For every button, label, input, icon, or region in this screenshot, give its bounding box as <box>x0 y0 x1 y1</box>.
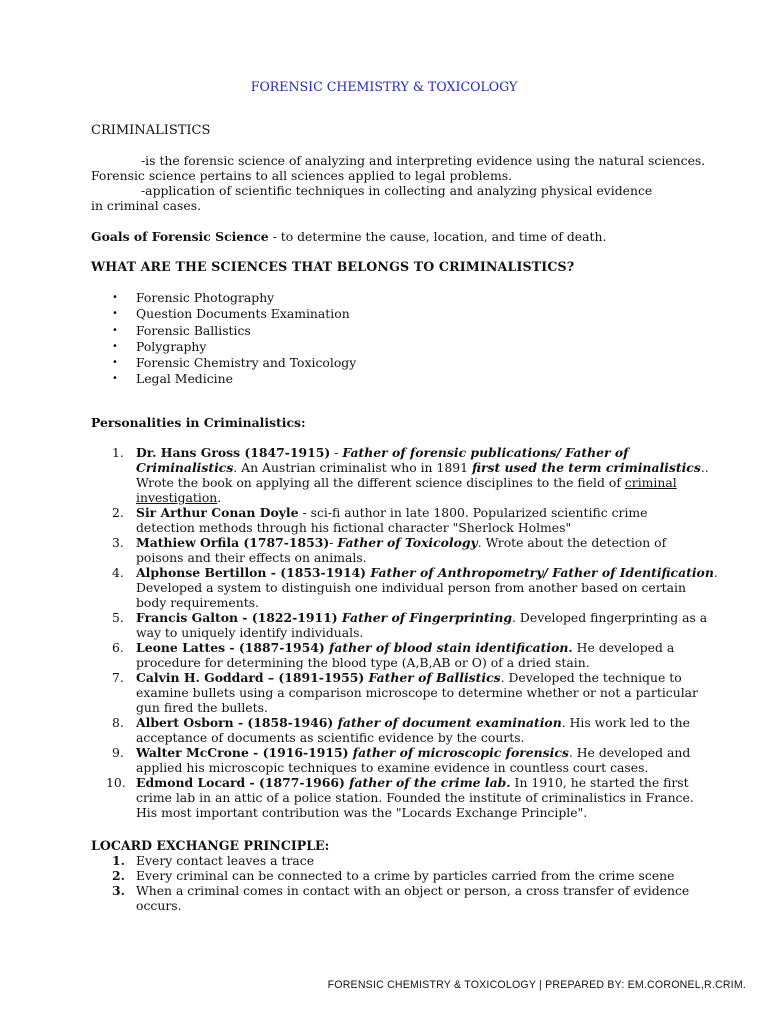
science-label: Question Documents Examination <box>136 306 350 322</box>
separator: - <box>330 445 343 460</box>
personality-item <box>112 640 675 670</box>
item-line: poisons and their effects on animals. <box>136 550 367 565</box>
item-number: 1. <box>112 445 124 460</box>
item-line: Every criminal can be connected to a crime by particles carried from the crime scene <box>136 868 675 883</box>
item-line: detection methods through his fictional character "Sherlock Holmes" <box>136 520 572 535</box>
personality-title: father of the crime lab. <box>344 775 511 790</box>
item-text: .. <box>700 460 709 475</box>
locard-list <box>112 853 689 913</box>
definition-line: -application of scientific techniques in collecting and analyzing physical evidence <box>141 183 653 198</box>
goals-label: Goals of Forensic Science <box>91 229 269 244</box>
item-line <box>136 610 708 625</box>
separator: - <box>329 535 338 550</box>
list-item <box>112 290 356 306</box>
item-number: 4. <box>112 565 124 580</box>
criminalistics-definition <box>91 153 706 213</box>
item-text: . Wrote about the detection of <box>477 535 667 550</box>
item-number: 7. <box>112 670 124 685</box>
personality-item <box>112 745 691 775</box>
bullet-icon: • <box>112 308 118 320</box>
list-item <box>112 355 356 371</box>
item-line: Developed a system to distinguish one individual person from another based on certain <box>136 580 686 595</box>
personality-item <box>112 670 698 715</box>
item-line <box>136 775 689 790</box>
personality-item <box>112 535 672 565</box>
item-text: . Developed fingerprinting as a <box>512 610 708 625</box>
locard-item <box>112 868 689 883</box>
item-number: 2. <box>112 505 124 520</box>
item-text: . <box>217 490 222 505</box>
bullet-icon: • <box>112 340 118 352</box>
science-label: Forensic Chemistry and Toxicology <box>136 355 357 371</box>
personality-title: father of blood stain identification. <box>324 640 573 655</box>
item-line: applied his microscopic techniques to examine evidence in countless court cases. <box>136 760 649 775</box>
item-line: acceptance of documents as scientific evidence by the courts. <box>136 730 525 745</box>
criminalistics-heading: CRIMINALISTICS <box>91 123 211 138</box>
personality-title: Father of forensic publications/ Father of <box>342 445 629 460</box>
personality-name: Walter McCrone - (1916-1915) <box>136 745 349 760</box>
personality-item <box>106 775 694 820</box>
item-line: crime lab in an attic of a police station. Founded the institute of criminalistics in France. <box>136 790 694 805</box>
item-text: . He developed and <box>568 745 691 760</box>
item-line <box>136 490 672 505</box>
item-line <box>136 715 690 730</box>
sciences-list <box>112 290 356 388</box>
personality-title: Father of Ballistics <box>364 670 501 685</box>
sciences-question: WHAT ARE THE SCIENCES THAT BELONGS TO CRIMINALISTICS? <box>91 259 575 274</box>
page-footer: FORENSIC CHEMISTRY & TOXICOLOGY | PREPARED BY: EM.CORONEL,R.CRIM. <box>327 979 746 991</box>
item-line: His most important contribution was the "Locards Exchange Principle". <box>136 805 588 820</box>
item-line: When a criminal comes in contact with an object or person, a cross transfer of evidence <box>136 883 690 898</box>
item-number: 9. <box>112 745 124 760</box>
item-line: examine bullets using a comparison microscope to determine whether or not a particular <box>136 685 698 700</box>
science-label: Legal Medicine <box>136 371 233 387</box>
personality-title: father of microscopic forensics <box>348 745 569 760</box>
bullet-icon: • <box>112 324 118 336</box>
item-line <box>136 505 672 520</box>
locard-item <box>112 883 689 913</box>
personality-item <box>112 610 708 640</box>
item-text: . <box>713 565 718 580</box>
locard-heading: LOCARD EXCHANGE PRINCIPLE: <box>91 838 330 853</box>
definition-line: -is the forensic science of analyzing and interpreting evidence using the natural sciences. <box>141 153 706 168</box>
underlined-term: investigation <box>136 490 218 505</box>
item-line: Every contact leaves a trace <box>136 853 315 868</box>
item-line: gun fired the bullets. <box>136 700 268 715</box>
personality-title: father of document examination <box>333 715 562 730</box>
item-line <box>136 565 718 580</box>
personality-name: Francis Galton - (1822-1911) <box>136 610 338 625</box>
item-number: 3. <box>112 535 124 550</box>
item-text: He developed a <box>572 640 675 655</box>
document-title: FORENSIC CHEMISTRY & TOXICOLOGY <box>250 79 518 94</box>
item-text: . Developed the technique to <box>500 670 682 685</box>
personality-name: Dr. Hans Gross (1847-1915) <box>136 445 331 460</box>
definition-line: Forensic science pertains to all sciences applied to legal problems. <box>91 168 513 183</box>
item-text: In 1910, he started the first <box>510 775 689 790</box>
personality-title: Father of Toxicology <box>337 535 478 550</box>
personality-item <box>112 505 672 535</box>
personality-name: Mathiew Orfila (1787-1853) <box>136 535 330 550</box>
item-line: procedure for determining the blood type (A,B,AB or O) of a dried stain. <box>136 655 590 670</box>
science-label: Forensic Photography <box>136 290 275 305</box>
list-item <box>112 306 356 322</box>
list-item <box>112 339 356 355</box>
locard-item <box>112 853 689 868</box>
item-text: Wrote the book on applying all the different science disciplines to the field of <box>136 475 625 490</box>
item-line <box>136 640 675 655</box>
item-line <box>136 460 709 475</box>
item-number: 10. <box>106 775 126 790</box>
personality-title: Father of Anthropometry/ Father of Identification <box>366 565 714 580</box>
item-line <box>136 445 672 460</box>
personality-name: Sir Arthur Conan Doyle <box>136 505 299 520</box>
personality-item <box>112 445 709 505</box>
item-number: 6. <box>112 640 124 655</box>
personality-item <box>112 565 718 610</box>
item-number: 8. <box>112 715 124 730</box>
bullet-icon: • <box>112 357 118 369</box>
item-line <box>136 535 672 550</box>
item-number: 3. <box>112 883 125 898</box>
personality-title: Criminalistics <box>136 460 234 475</box>
personality-name: Albert Osborn - (1858-1946) <box>136 715 334 730</box>
item-text: - sci-fi author in late 1800. Popularized scientific crime <box>298 505 648 520</box>
list-item <box>112 323 356 339</box>
goals-text: - to determine the cause, location, and time of death. <box>268 229 607 244</box>
item-text: . An Austrian criminalist who in 1891 <box>233 460 472 475</box>
personalities-heading: Personalities in Criminalistics: <box>91 415 306 430</box>
item-line <box>136 670 682 685</box>
bullet-icon: • <box>112 373 118 385</box>
personality-title: Father of Fingerprinting <box>337 610 513 625</box>
list-item <box>112 371 356 387</box>
underlined-term: criminal <box>624 475 677 490</box>
item-line: way to uniquely identify individuals. <box>136 625 364 640</box>
personality-name: Edmond Locard - (1877-1966) <box>136 775 345 790</box>
bullet-icon: • <box>112 292 118 303</box>
item-line <box>136 745 691 760</box>
definition-line: in criminal cases. <box>91 198 202 213</box>
item-number: 2. <box>112 868 125 883</box>
item-line: occurs. <box>136 898 182 913</box>
item-number: 1. <box>112 853 125 868</box>
item-line <box>136 475 677 490</box>
personality-name: Calvin H. Goddard – (1891-1955) <box>136 670 365 685</box>
emphasis-text: first used the term criminalistics <box>471 460 701 475</box>
item-line: body requirements. <box>136 595 259 610</box>
science-label: Forensic Ballistics <box>136 322 251 338</box>
personality-item <box>112 715 690 745</box>
personality-name: Leone Lattes - (1887-1954) <box>136 640 325 655</box>
personalities-list <box>106 445 718 820</box>
item-text: . His work led to the <box>561 715 690 730</box>
science-label: Polygraphy <box>136 338 207 354</box>
personality-name: Alphonse Bertillon - (1853-1914) <box>136 565 367 580</box>
goals-paragraph <box>91 229 606 244</box>
item-number: 5. <box>112 610 124 625</box>
